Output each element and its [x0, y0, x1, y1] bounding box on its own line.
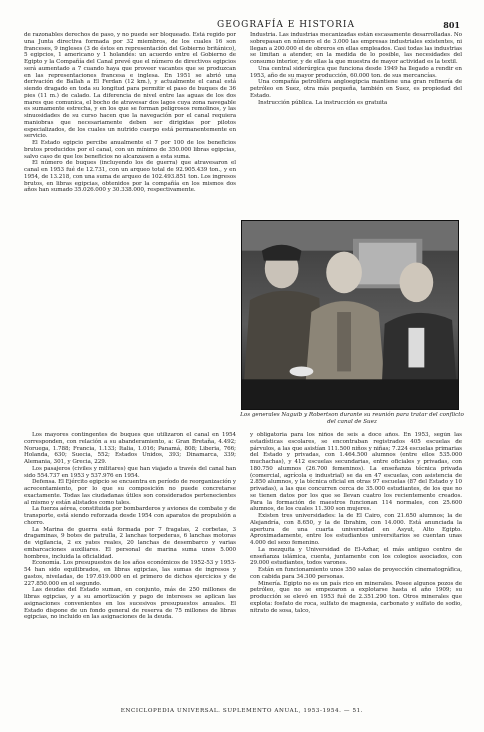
- paragraph-instruccion: Instrucción pública. La instrucción es gratuita: [258, 99, 388, 106]
- paragraph: de razonables derechos de paso, y no puede ser bloqueado. Está regido por una Junta directiva formada por 32 miembros, de los cuales 16 son franceses, 9 ingleses (3 de éstos en representación del Gobierno británico), 5 egipcios, 1 americano y 1 holandés: un acuerdo entre el Gobierno de Egipto y la Compañía del Canal prevé que el número de directivos egipcios será aumentado a 7 cuando haya que proveer vacantes que se produzcan en las representaciones francesa e inglesa. En 1951 se abrió una derivación de Ballah a El Ferdan (12 km.), y actualmente el canal está siendo dragado en toda su longitud para permitir el paso de buques de 36 pies (11 m.) de calado. La diferencia de nivel entre las aguas de los dos mares que comunica, el bocho de atravesar dos lagos cuya zona navegable es sumamente estrecha, y en los que se forman peligrosos remolinos, y las sinuosidades de su curso hacen que la navegación por el canal requiera maniobras que necesariamente deben ser dirigidas por pilotos especializados, de los cuales un nutrido cuerpo está permanentemente en servicio.: [24, 32, 236, 140]
- paragraph: Están en funcionamiento unos 350 salas de proyección cinematográfica, con cabida para 34.300 personas.: [250, 567, 462, 580]
- left-column-bottom: [24, 432, 236, 704]
- paragraph: La mezquita y Universidad de El-Azhar, el más antiguo centro de enseñanza islámica, cuenta, juntamente con los colegios asociados, con 29.000 estudiantes, todos varones.: [250, 546, 462, 567]
- paragraph: El Estado egipcio percibe anualmente el 7 por 100 de los beneficios brutos producidos por el canal, con un mínimo de 350.000 libras egipcias, salvo caso de que los beneficios no alcanzasen a esta suma.: [24, 140, 236, 160]
- page-footer: ENCICLOPEDIA UNIVERSAL. SUPLEMENTO ANUAL, 1953-1954. — 51.: [120, 708, 364, 714]
- right-column-top: [250, 32, 462, 218]
- paragraph: Una central siderúrgica que funciona desde 1949 ha llegado a rendir en 1953, año de su mayor producción, 60.000 ton. de sus mercancías.: [250, 65, 462, 79]
- paragraph: Las deudas del Estado suman, en conjunto, más de 250 millones de libras egipcias, y a su amortización y pago de intereses se aplican las asignaciones convenientes en los sucesivos presupuestos anuales. El Estado dispone de un fondo general de reserva de 75 millones de libras egipcias, no incluido en las asignaciones de la deuda.: [24, 587, 236, 621]
- running-title: GEOGRAFÍA E HISTORIA: [217, 20, 355, 30]
- paragraph: La fuerza aérea, constituida por bombarderos y aviones de combate y de transporte, está siendo reforzada desde 1954 con aparatos de propulsión a chorro.: [24, 506, 236, 526]
- paragraph: Los mayores contingentes de buques que utilizaron el canal en 1954 corresponden, con relación a su abanderamiento, a: Gran Bretaña, 4.492; Noruega, 1.788; Francia, 1.133; Italia, 1.016; Panamá, 808; Liberia, 766; Holanda, 630; Suecia, 552; Estados Unidos, 393; Dinamarca, 339; Alemania, 301, y Grecia, 229.: [24, 432, 236, 465]
- photograph: [241, 220, 459, 410]
- right-column-bottom: [250, 432, 462, 704]
- page-number: 801: [443, 20, 460, 30]
- paragraph-mineria: Minería. Egipto no es un país rico en minerales. Posee algunos pozos de petróleo, que no se empezaron a explotarse hasta el año 1909; su producción se elevó en 1953 fué de 2.351.290 ton. Otros minerales que explota: fosfato de roca, sulfato de magnesia, carbonato y sulfato de sodio, nitrato de sosa, talco,: [250, 580, 462, 614]
- photo-generals-meeting: [242, 221, 458, 409]
- photo-caption: Los generales Naguib y Robertson durante su reunión para tratar del conflicto del canal de Suez: [240, 412, 464, 425]
- paragraph: La Marina de guerra está formada por 7 fragatas, 2 corbetas, 3 dragaminas, 9 botes de patrulla, 2 lanchas torpederas, 6 lanchas motoras de vigilancia, 2 ex yates reales, 20 lanchas de desembarco y varias embarcaciones auxiliares. El personal de marina suma unos 5.000 hombres, incluida la oficialidad.: [24, 526, 236, 560]
- left-column-top: [24, 32, 236, 368]
- paragraph: El número de buques (incluyendo los de guerra) que atravesaron el canal en 1953 fué de 12.731, con un arqueo total de 92.905.439 ton., y en 1954, de 13.218, con una suma de arqueo de 102.493.851 ton. Los ingresos brutos, en libras egipcias, obtenidos por la compañía en los mismos dos años han sumado 35.026.000 y 30.338.000, respectivamente.: [24, 160, 236, 194]
- paragraph-industria: Industria. Las industrias mecanizadas están escasamente desarrolladas. No sobrepasan en número el de 3.000 las empresas industriales existentes, ni llegan a 200.000 el de obreros en ellas empleados. Casi todas las industrias se limitan a atender, en la medida de lo posible, las necesidades del consumo interior, y de ellas la que muestra de mayor actividad es la textil.: [250, 32, 462, 65]
- paragraph-economia: Economía. Los presupuestos de los años económicos de 1952-53 y 1953-54 han sido equilibrados, en libras egipcias, las sumas de ingresos y gastos, niveladas, de 197.619.000 en el primero de dichos ejercicios y de 227.850.000 en el segundo.: [24, 560, 236, 587]
- paragraph: Una compañía petrolífera angloegipcia mantiene una gran refinería de petróleo en Suez, otra más pequeña, también en Suez, es propiedad del Estado.: [250, 79, 462, 99]
- paragraph: Los pasajeros (civiles y militares) que han viajado a través del canal han sido 554.737 en 1953 y 537.976 en 1954.: [24, 465, 236, 479]
- paragraph: y obligatoria para los niños de seis a doce años. En 1953, según las estadísticas escolares, se encontraban registrados 405 escuelas de párvulos, a las que asistían 111.500 niños y niñas; 7.224 escuelas primarias del Estado y privadas, con 1.464.500 alumnos (entre ellos 535.000 muchachas), y 412 escuelas secundarias, entre oficiales y privadas, con 180.750 alumnos (26.700 femeninos). La enseñanza técnica privada (comercial, agrícola e industrial) se da en 47 escuelas, con asistencia de 2.850 alumnos, y la técnica oficial en otras 97 escuelas (87 del Estado y 10 privadas), a las que concurren cerca de 35.000 estudiantes, de los que no se tienen datos por los que se llevan cuatro los recientemente creados. Para la formación de maestros funcionan 114 normales, con 25.600 alumnos, de los cuales 11.300 son mujeres.: [250, 432, 462, 513]
- paragraph: Existen tres universidades: la de El Cairo, con 21.650 alumnos; la de Alejandría, con 8.650, y la de Ibrahim, con 14.000. Está anunciada la apertura de una cuarta universidad en Asyut, Alto Egipto. Aproximadamente, entre los estudiantes universitarios se cuentan unas 4.000 del sexo femenino.: [250, 513, 462, 546]
- paragraph-defensa: Defensa. El Ejército egipcio se encuentra en período de reorganización y acrecentamiento, por lo que su composición no puede concretarse exactamente. Todas las ciudadanas útiles son considerados pertenecientes al mismo y están alistados como tales.: [24, 479, 236, 506]
